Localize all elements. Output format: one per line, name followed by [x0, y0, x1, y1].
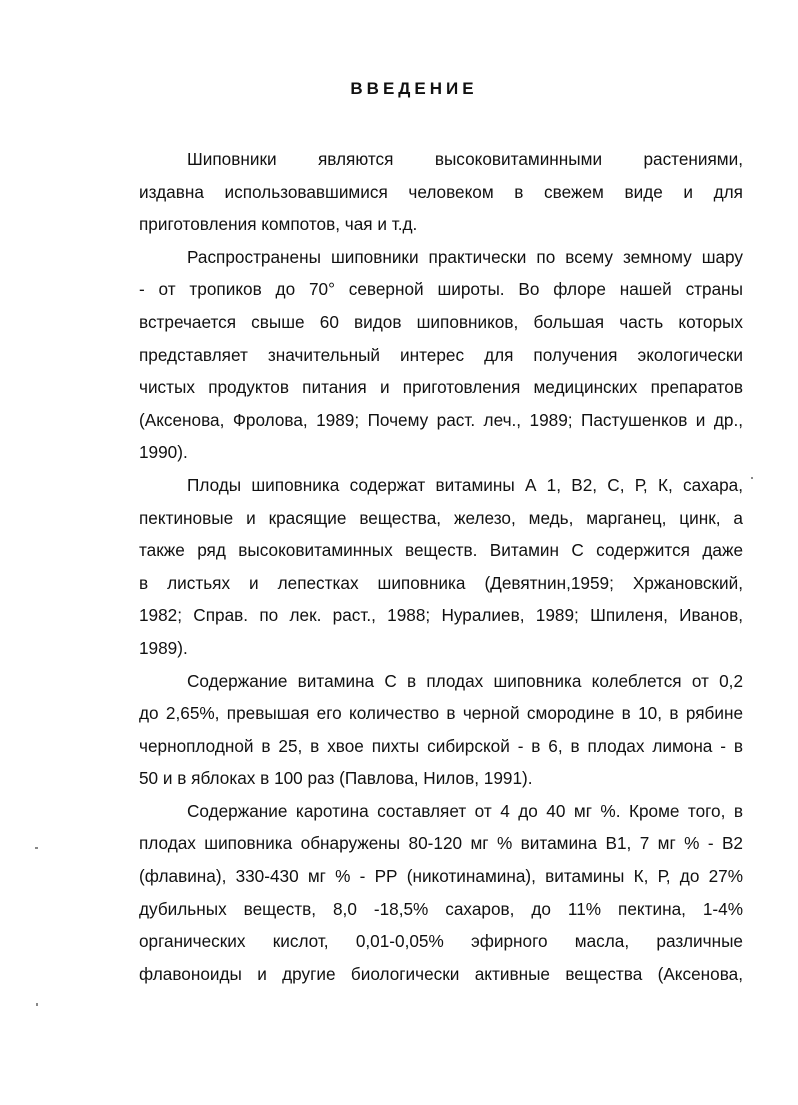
text-line: (флавина), 330-430 мг % - РР (никотинамина), витамины К, Р, до 27%	[139, 866, 743, 887]
text-line: Содержание каротина составляет от 4 до 40 мг %. Кроме того, в	[187, 800, 743, 821]
text-line: Шиповники являются высоковитаминными растениями,	[187, 149, 743, 169]
text-line: - от тропиков до 70° северной широты. Во флоре нашей страны	[139, 279, 743, 300]
text-line: издавна использовавшимися человеком в свежем виде и для	[139, 181, 743, 202]
paragraph	[139, 665, 743, 795]
scan-speck	[36, 1003, 38, 1006]
text-line: дубильных веществ, 8,0 -18,5% сахаров, до 11% пектина, 1-4%	[139, 898, 743, 919]
paragraph	[139, 143, 743, 241]
text-line: черноплодной в 25, в хвое пихты сибирской - в 6, в плодах лимона - в	[139, 735, 743, 756]
text-line: приготовления компотов, чая и т.д.	[139, 214, 418, 235]
text-line: органических кислот, 0,01-0,05% эфирного масла, различные	[139, 931, 743, 952]
text-line: до 2,65%, превышая его количество в черной смородине в 10, в рябине	[139, 703, 743, 724]
text-line: 50 и в яблоках в 100 раз (Павлова, Нилов, 1991).	[139, 768, 533, 789]
text-line: 1982; Справ. по лек. раст., 1988; Нуралиев, 1989; Шпиленя, Иванов,	[139, 605, 743, 626]
scan-speck	[751, 477, 753, 479]
text-line: 1990).	[139, 442, 188, 463]
text-line: Содержание витамина С в плодах шиповника колеблется от 0,2	[187, 670, 743, 691]
text-line: плодах шиповника обнаружены 80-120 мг % витамина В1, 7 мг % - В2	[139, 833, 743, 854]
text-line: Плоды шиповника содержат витамины А 1, В2, С, Р, К, сахара,	[187, 474, 743, 495]
text-line: 1989).	[139, 637, 188, 658]
text-line: флавоноиды и другие биологически активные вещества (Аксенова,	[139, 963, 743, 984]
paragraph	[139, 795, 743, 991]
body-text	[139, 143, 743, 990]
paragraph	[139, 469, 743, 665]
text-line: также ряд высоковитаминных веществ. Витамин С содержится даже	[139, 540, 743, 561]
text-line: представляет значительный интерес для получения экологически	[139, 344, 743, 365]
paragraph	[139, 241, 743, 469]
page-title: ВВЕДЕНИЕ	[350, 79, 478, 98]
text-line: пектиновые и красящие вещества, железо, медь, марганец, цинк, а	[139, 507, 743, 528]
text-line: Распространены шиповники практически по всему земному шару	[187, 246, 743, 267]
text-line: встречается свыше 60 видов шиповников, большая часть которых	[139, 311, 743, 332]
text-line: в листьях и лепестках шиповника (Девятнин,1959; Хржановский,	[139, 572, 743, 593]
scan-speck	[35, 847, 38, 849]
text-line: чистых продуктов питания и приготовления медицинских препаратов	[139, 377, 743, 398]
text-line: (Аксенова, Фролова, 1989; Почему раст. леч., 1989; Пастушенков и др.,	[139, 409, 743, 430]
